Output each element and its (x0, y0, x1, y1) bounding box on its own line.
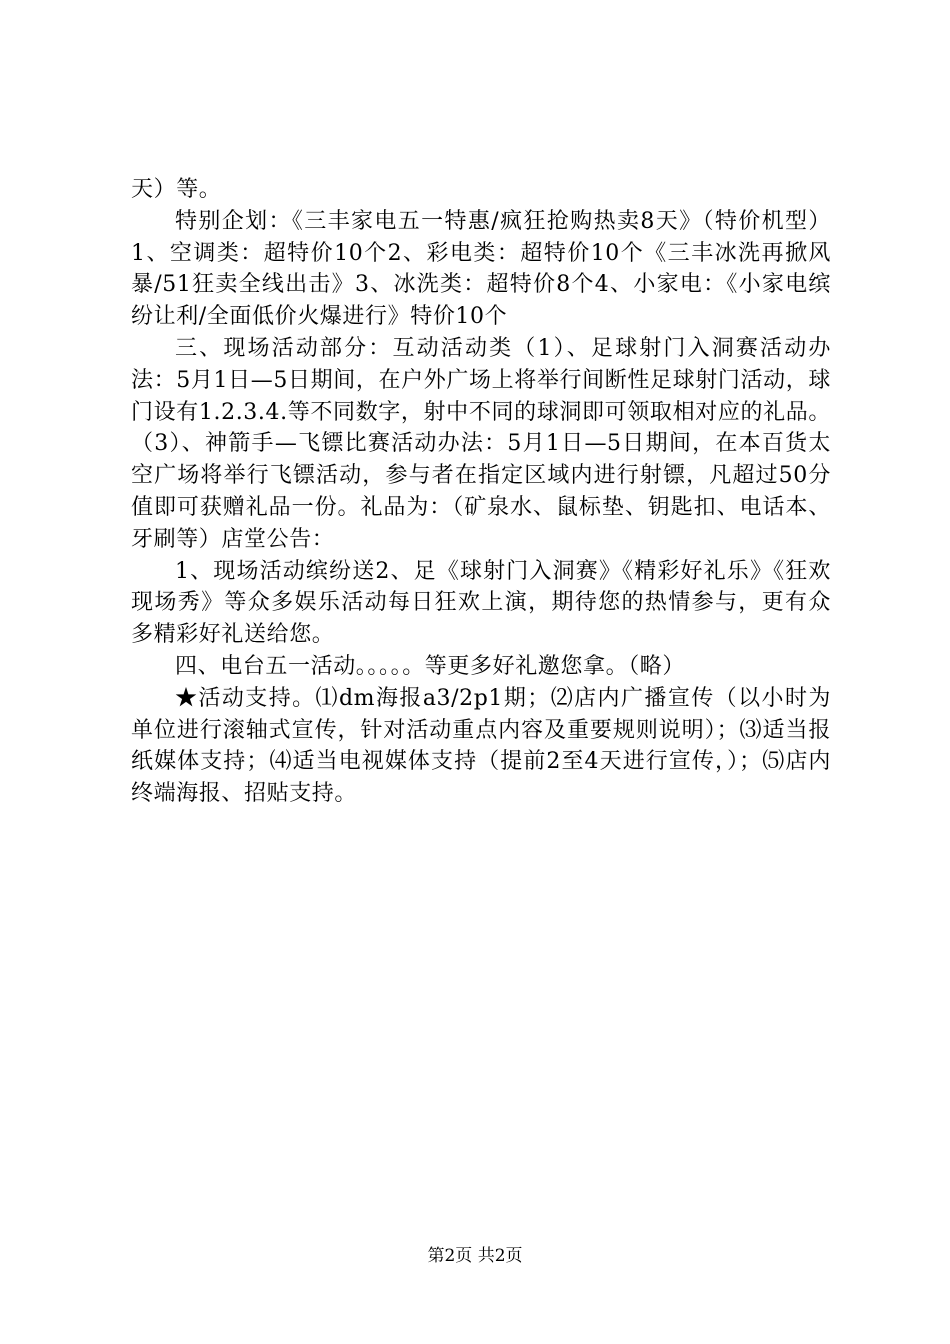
paragraph-continuation: 天）等。 (131, 177, 222, 202)
paragraph-store-announcement: 1、现场活动缤纷送2、足《球射门入洞赛》《精彩好礼乐》《狂欢现场秀》等众多娱乐活动每日狂欢上演，期待您的热情参与，更有众多精彩好礼送给您。 (131, 558, 831, 648)
page-footer (0, 1244, 950, 1268)
paragraph-radio-activity: 四、电台五一活动。。。。。等更多好礼邀您拿。（略） (175, 653, 686, 679)
document-body (131, 174, 831, 810)
paragraph-special-plan: 特别企划：《三丰家电五一特惠/疯狂抢购热卖8天》（特价机型）1、空调类：超特价10个2、彩电类：超特价10个《三丰冰洗再掀风暴/51狂卖全线出击》3、冰洗类：超特价8个4、小家电：《小家电缤纷让利/全面低价火爆进行》特价10个 (131, 208, 831, 330)
page-number: 第2页 共2页 (427, 1246, 523, 1266)
paragraph-onsite-activities: 三、现场活动部分：互动活动类（1）、足球射门入洞赛活动办法：5月1日—5日期间，在户外广场上将举行间断性足球射门活动，球门设有1.2.3.4.等不同数字，射中不同的球洞即可领取相对应的礼品。（3）、神箭手—飞镖比赛活动办法：5月1日—5日期间，在本百货太空广场将举行飞镖活动，参与者在指定区域内进行射镖，凡超过50分值即可获赠礼品一份。礼品为：（矿泉水、鼠标垫、钥匙扣、电话本、牙刷等）店堂公告： (131, 335, 831, 552)
paragraph-activity-support: ★活动支持。⑴dm海报a3/2p1期；⑵店内广播宣传（以小时为单位进行滚轴式宣传，针对活动重点内容及重要规则说明）；⑶适当报纸媒体支持；⑷适当电视媒体支持（提前2至4天进行宣传，）；⑸店内终端海报、招贴支持。 (131, 685, 831, 807)
